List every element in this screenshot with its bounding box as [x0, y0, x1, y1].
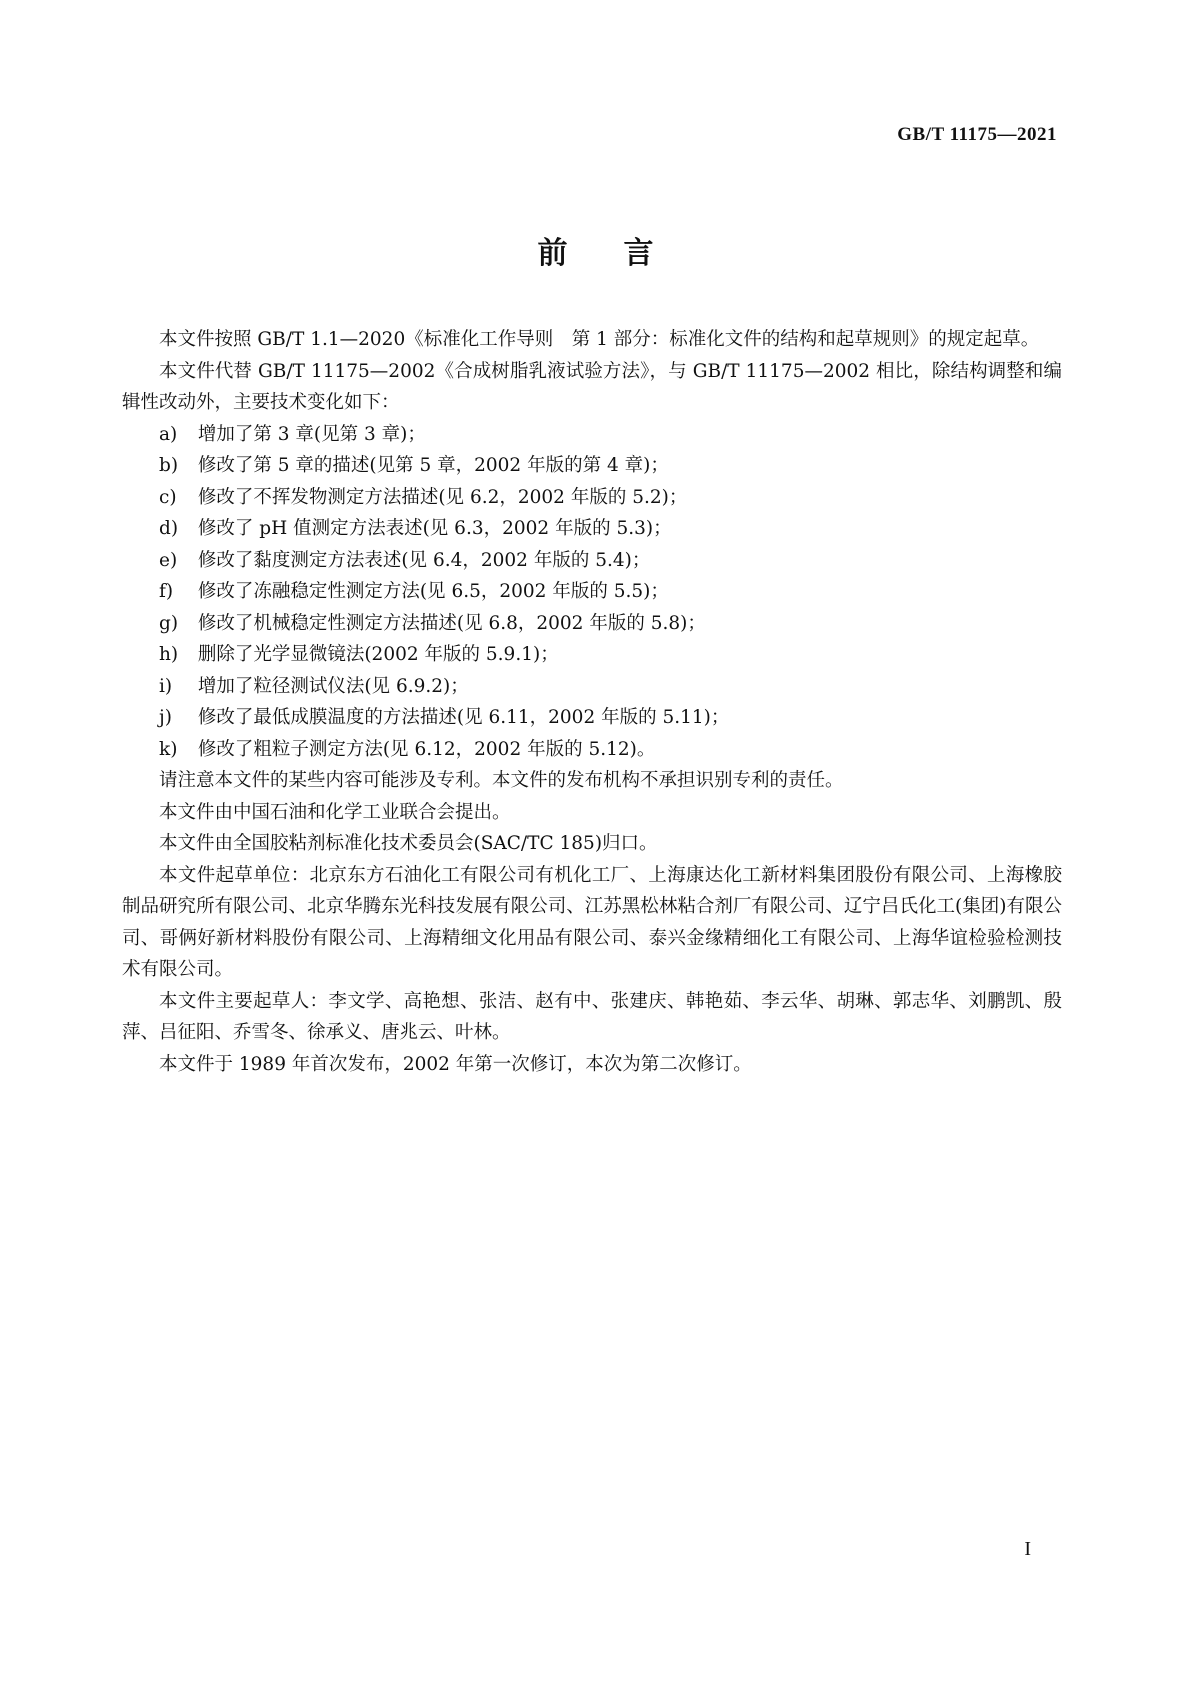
list-item-text: 修改了黏度测定方法表述(见 6.4，2002 年版的 5.4)；: [197, 549, 651, 571]
list-marker: e): [159, 549, 178, 571]
list-marker: g): [159, 612, 179, 634]
standard-number: GB/T 11175—2021: [897, 124, 1057, 145]
list-item-text: 增加了第 3 章(见第 3 章)；: [197, 423, 426, 445]
changes-list: [122, 419, 1062, 766]
list-item: [122, 608, 1062, 640]
list-item-text: 增加了粒径测试仪法(见 6.9.2)；: [197, 675, 469, 697]
list-item: [122, 545, 1062, 577]
paragraph-proposer: 本文件由中国石油和化学工业联合会提出。: [159, 801, 511, 823]
list-item: [122, 513, 1062, 545]
list-item: [122, 734, 1062, 766]
list-item-text: 修改了最低成膜温度的方法描述(见 6.11，2002 年版的 5.11)；: [197, 707, 730, 728]
list-item: [122, 702, 1062, 734]
list-item-text: 修改了机械稳定性测定方法描述(见 6.8，2002 年版的 5.8)；: [197, 612, 706, 634]
list-marker: b): [159, 455, 179, 476]
list-item-text: 修改了 pH 值测定方法表述(见 6.3，2002 年版的 5.3)；: [197, 518, 672, 539]
paragraph-drafting-rules: 本文件按照 GB/T 1.1—2020《标准化工作导则 第 1 部分：标准化文件的结构和起草规则》的规定起草。: [159, 329, 1040, 350]
paragraph-patent-notice: 请注意本文件的某些内容可能涉及专利。本文件的发布机构不承担识别专利的责任。: [159, 770, 844, 791]
list-marker: j): [159, 707, 172, 728]
list-item-text: 修改了粗粒子测定方法(见 6.12，2002 年版的 5.12)。: [197, 738, 656, 760]
page-number: I: [1024, 1538, 1031, 1560]
list-item-text: 删除了光学显微镜法(2002 年版的 5.9.1)；: [197, 644, 559, 665]
paragraph-replacement: 本文件代替 GB/T 11175—2002《合成树脂乳液试验方法》，与 GB/T 11175—2002 相比，除结构调整和编辑性改动外，主要技术变化如下：: [122, 360, 1062, 413]
list-marker: k): [159, 738, 178, 760]
paragraph-technical-committee: 本文件由全国胶粘剂标准化技术委员会(SAC/TC 185)归口。: [159, 833, 658, 854]
list-marker: h): [159, 644, 179, 665]
foreword-body: [122, 324, 1062, 1080]
list-marker: i): [159, 675, 173, 697]
list-item: [122, 671, 1062, 703]
list-marker: d): [159, 518, 179, 539]
list-item: [122, 639, 1062, 671]
list-marker: a): [159, 423, 178, 445]
list-item: [122, 419, 1062, 451]
list-item-text: 修改了不挥发物测定方法描述(见 6.2，2002 年版的 5.2)；: [197, 486, 688, 508]
list-marker: c): [159, 486, 177, 508]
list-item: [122, 482, 1062, 514]
page-title: 前言: [537, 236, 710, 271]
paragraph-drafters: 本文件主要起草人：李文学、高艳想、张洁、赵有中、张建庆、韩艳茹、李云华、胡琳、郭志华、刘鹏凯、殷萍、吕征阳、乔雪冬、徐承义、唐兆云、叶林。: [122, 990, 1062, 1043]
paragraph-drafting-units: 本文件起草单位：北京东方石油化工有限公司有机化工厂、上海康达化工新材料集团股份有限公司、上海橡胶制品研究所有限公司、北京华腾东光科技发展有限公司、江苏黑松林粘合剂厂有限公司、辽宁吕氏化工(集团)有限公司、哥俩好新材料股份有限公司、上海精细文化用品有限公司、泰兴金缘精细化工有限公司、上海华谊检验检测技术有限公司。: [122, 864, 1062, 980]
list-item: [122, 576, 1062, 608]
list-item-text: 修改了第 5 章的描述(见第 5 章，2002 年版的第 4 章)；: [197, 455, 669, 476]
paragraph-publication-history: 本文件于 1989 年首次发布，2002 年第一次修订，本次为第二次修订。: [159, 1053, 752, 1075]
list-item-text: 修改了冻融稳定性测定方法(见 6.5，2002 年版的 5.5)；: [197, 581, 669, 602]
list-marker: f): [159, 581, 174, 602]
list-item: [122, 450, 1062, 482]
